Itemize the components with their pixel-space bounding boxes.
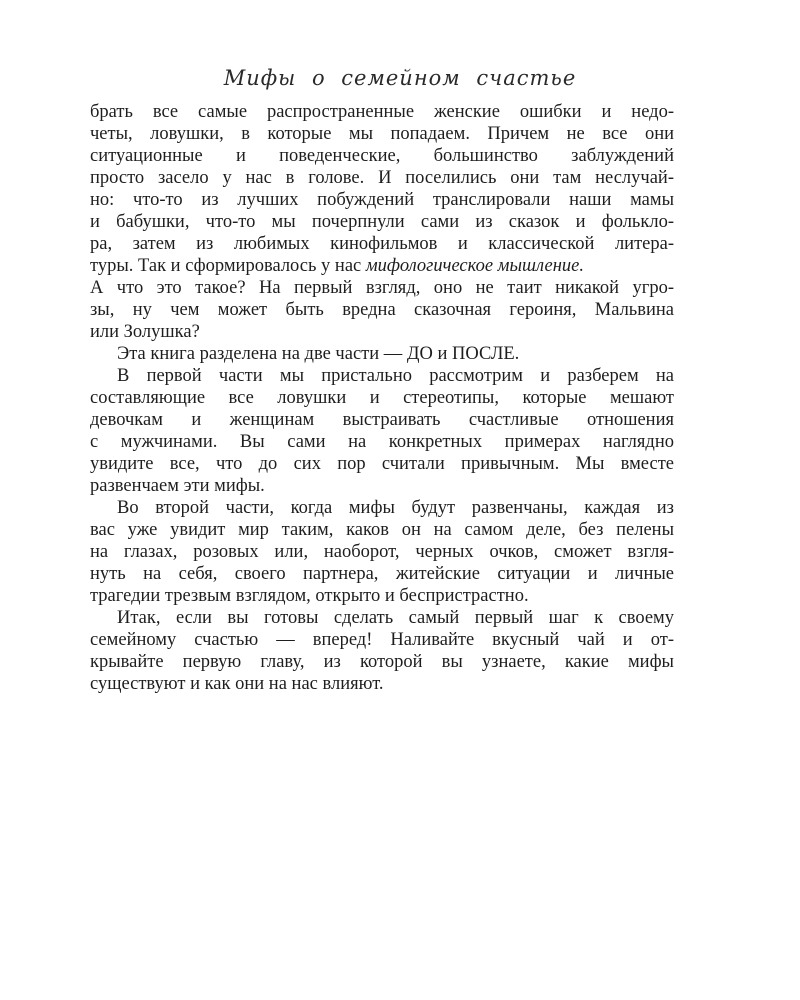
text-line: крывайте первую главу, из которой вы узнаете, какие мифы — [90, 652, 674, 672]
text-fragment: туры. Так и сформировалось у нас — [90, 256, 366, 276]
text-line: девочкам и женщинам выстраивать счастливые отношения — [90, 410, 674, 430]
text-line: четы, ловушки, в которые мы попадаем. Причем не все они — [90, 124, 674, 144]
text-line: ра, затем из любимых кинофильмов и классической литера- — [90, 234, 674, 254]
text-line: зы, ну чем может быть вредна сказочная героиня, Мальвина — [90, 300, 674, 320]
text-line: Итак, если вы готовы сделать самый первый шаг к своему — [117, 608, 674, 628]
text-line — [90, 255, 674, 277]
text-line: трагедии трезвым взглядом, открыто и беспристрастно. — [90, 586, 529, 606]
text-line: но: что-то из лучших побуждений транслировали наши мамы — [90, 190, 674, 210]
text-line: вас уже увидит мир таким, каков он на самом деле, без пелены — [90, 520, 674, 540]
text-line: с мужчинами. Вы сами на конкретных примерах наглядно — [90, 432, 674, 452]
text-line: существуют и как они на нас влияют. — [90, 674, 384, 694]
text-line: А что это такое? На первый взгляд, оно не таит никакой угро- — [90, 278, 674, 298]
text-line: и бабушки, что-то мы почерпнули сами из сказок и фолькло- — [90, 212, 674, 232]
text-line: просто засело у нас в голове. И поселились они там неслучай- — [90, 168, 674, 188]
running-head: Мифы о семейном счастье — [223, 66, 577, 90]
text-line: развенчаем эти мифы. — [90, 476, 265, 496]
text-line: на глазах, розовых или, наоборот, черных очков, сможет взгля- — [90, 542, 674, 562]
italic-term: мифологическое мышление. — [365, 256, 584, 276]
text-line: или Золушка? — [90, 322, 200, 342]
text-line: увидите все, что до сих пор считали привычным. Мы вместе — [90, 454, 674, 474]
text-line: нуть на себя, своего партнера, житейские ситуации и личные — [90, 564, 674, 584]
text-line: семейному счастью — вперед! Наливайте вкусный чай и от- — [90, 630, 674, 650]
text-line: брать все самые распространенные женские ошибки и недо- — [90, 102, 674, 122]
text-line: ситуационные и поведенческие, большинство заблуждений — [90, 146, 674, 166]
text-line: Эта книга разделена на две части — ДО и ПОСЛЕ. — [117, 344, 520, 364]
text-line: В первой части мы пристально рассмотрим и разберем на — [117, 366, 674, 386]
text-line: составляющие все ловушки и стереотипы, которые мешают — [90, 388, 674, 408]
body-text — [90, 101, 674, 695]
text-line: Во второй части, когда мифы будут развенчаны, каждая из — [117, 498, 674, 518]
